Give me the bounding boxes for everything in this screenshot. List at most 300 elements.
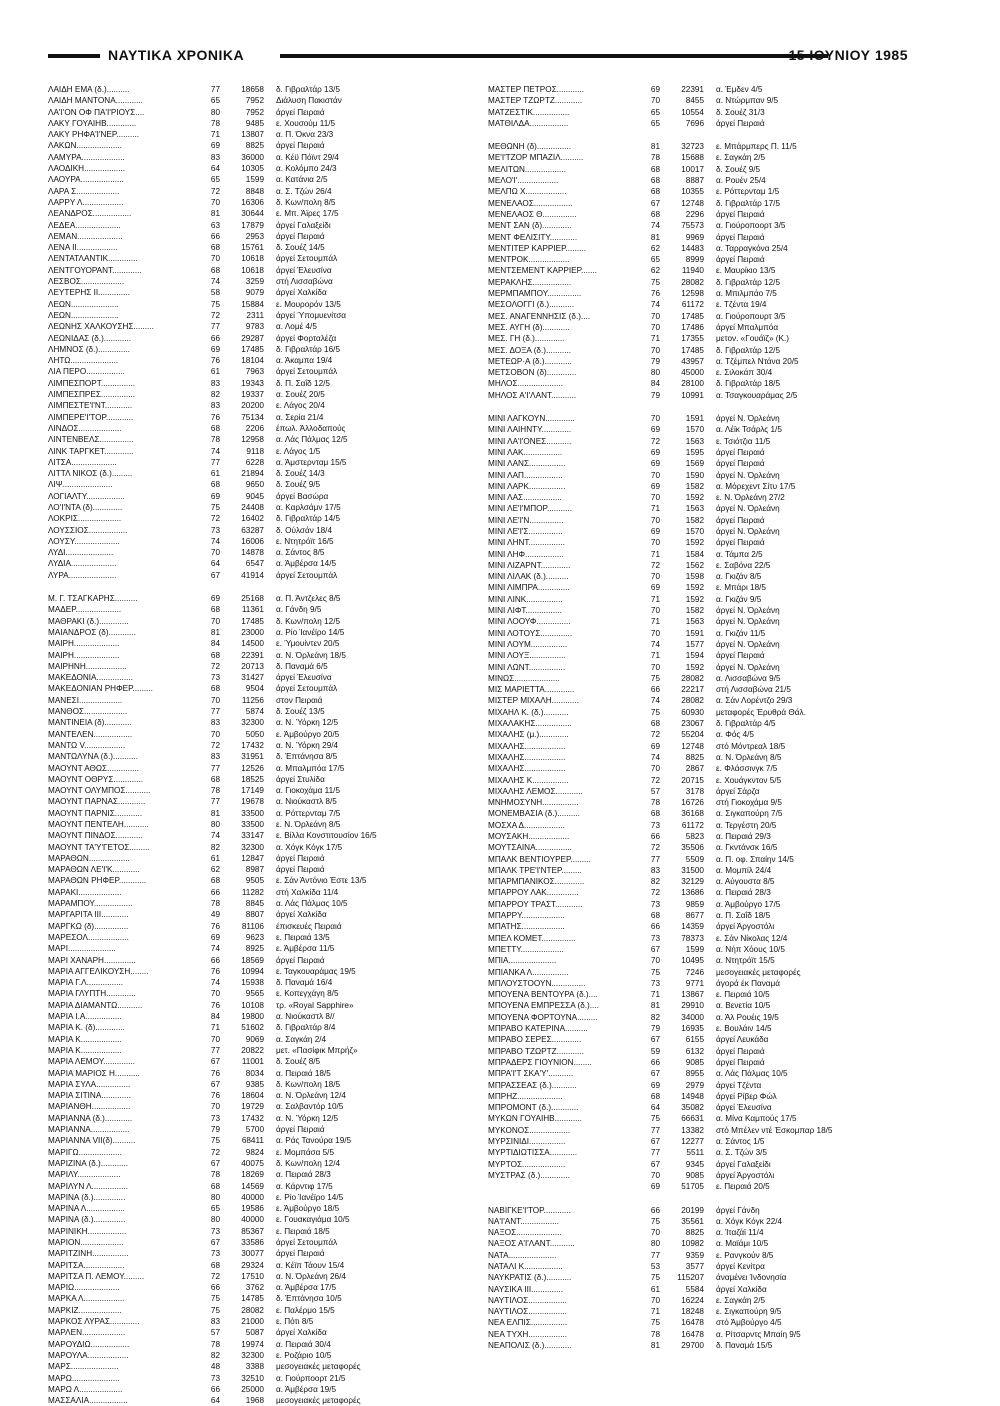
status: ε. Χουσούμ 11/5	[276, 118, 336, 128]
build-year: 68	[210, 265, 220, 275]
status: άργεί Ν. Όρλεάνη	[716, 526, 780, 536]
ship-group	[48, 84, 468, 581]
ship-row	[488, 1205, 908, 1216]
tonnage: 61172	[681, 820, 704, 830]
tonnage: 22217	[681, 685, 704, 695]
ship-name: ΜΙΝΙ ΛΑΓΚΟΥΝ.............	[488, 414, 575, 424]
tonnage: 9505	[245, 876, 264, 886]
build-year: 73	[210, 1113, 220, 1123]
ship-row	[48, 389, 468, 400]
status: α. Λάς Πάλμας 10/5	[276, 899, 348, 909]
ship-name: ΜΠΑΡΡΟΥ ΤΡΑΣΤ............	[488, 899, 583, 909]
ship-name: ΜΙΧΑΛΗΣ ΛΕΜΟΣ............	[488, 786, 583, 796]
tonnage: 32510	[241, 1373, 264, 1383]
tonnage: 9085	[685, 1170, 704, 1180]
build-year: 70	[210, 616, 220, 626]
ship-row	[48, 1237, 468, 1248]
ship-row	[48, 1226, 468, 1237]
tonnage: 1592	[685, 583, 704, 593]
tonnage: 2206	[245, 423, 264, 433]
ship-row	[48, 321, 468, 332]
status: ε. Παλέρμο 15/5	[276, 1305, 335, 1315]
ship-name: ΜΑΡΙΑ ΔΙΑΜΑΝΤΩ...........	[48, 1000, 143, 1010]
status: έπωλ. Άλλοδαπούς	[276, 423, 346, 433]
status: α. Νιούκαστλ 8//	[276, 1012, 335, 1022]
ship-name: ΜΑΡΙΓΩ...................	[48, 1147, 122, 1157]
build-year: 77	[210, 85, 220, 94]
build-year: 73	[210, 525, 220, 535]
ship-name: ΜΑΡΙΖΙΝΑ (δ.)............	[48, 1158, 129, 1168]
build-year: 70	[650, 311, 660, 321]
ship-row	[48, 785, 468, 796]
status: δ. Κων/πολη 12/5	[276, 616, 341, 626]
build-year: 77	[210, 797, 220, 807]
build-year: 74	[650, 221, 660, 231]
build-year: 66	[210, 887, 220, 897]
tonnage: 21894	[241, 469, 264, 479]
status: άργεί Ν. Όρλεάνη	[716, 639, 780, 649]
ship-name: ΜΥΡΤΙΔΙΩΤΙΣΣΑ............	[488, 1148, 578, 1158]
status: δ. Γιβραλτάρ 18/5	[716, 379, 780, 389]
ship-row	[48, 796, 468, 807]
tonnage: 9085	[685, 1057, 704, 1067]
tonnage: 28082	[681, 673, 704, 683]
publication-title: ΝΑΥΤΙΚΑ ΧΡΟΝΙΚΑ	[108, 47, 245, 63]
ship-name: ΜΠΟΥΕΝΑ ΒΕΝΤΟΥΡΑ (δ.)....	[488, 990, 598, 1000]
header-rule-left	[48, 54, 100, 58]
tonnage: 1570	[685, 425, 704, 435]
tonnage: 12847	[241, 853, 264, 863]
build-year: 72	[650, 775, 660, 785]
status: ε. Ταγκουαράμας 19/5	[276, 966, 356, 976]
build-year: 68	[650, 209, 660, 219]
ship-name: ΜΑΡΙΑ ΑΓΓΕΛΙΚΟΥΣΗ........	[48, 966, 149, 976]
tonnage: 31951	[241, 752, 264, 762]
ship-row	[488, 650, 908, 661]
ship-name: ΜΑΡΙΑ ΓΛΥΠΤΗ.............	[48, 989, 136, 999]
status: α. Σαλβαντόρ 10/5	[276, 1102, 344, 1112]
tonnage: 36168	[681, 809, 704, 819]
status: ε. Μαυρίκιο 13/5	[716, 266, 776, 276]
ship-name: ΜΥΡΤΟΣ...................	[488, 1159, 566, 1169]
build-year: 53	[650, 1261, 660, 1271]
build-year: 64	[210, 559, 220, 569]
status: άργεί Γάνδη	[716, 1205, 760, 1215]
ship-name: ΛΑΚΩΝ....................	[48, 141, 122, 151]
ship-name: ΛΟ'Ι'ΝΤΑ (δ).............	[48, 502, 123, 512]
ship-row	[488, 842, 908, 853]
tonnage: 16478	[681, 1329, 704, 1339]
ship-row	[48, 1260, 468, 1271]
ship-row	[488, 1012, 908, 1023]
build-year: 78	[210, 435, 220, 445]
ship-row	[488, 1125, 908, 1136]
build-year: 70	[650, 515, 660, 525]
status: δ. Παναμά 16/4	[276, 978, 333, 988]
ship-name: ΛΕΩΝΗΣ ΧΑΛΚΟΥΣΗΣ.........	[48, 322, 154, 332]
tonnage: 55204	[681, 730, 704, 740]
ship-name: ΜΥΡΣΙΝΙΔΙ................	[488, 1137, 566, 1147]
ship-row	[48, 1158, 468, 1169]
tonnage: 22391	[241, 650, 264, 660]
status: άργεί Άργοστόλι	[716, 922, 775, 932]
status: άργεί Λευκάδα	[716, 1035, 769, 1045]
ship-row	[488, 605, 908, 616]
status: ε. Σιλοκάπ 30/4	[716, 368, 773, 378]
ship-name: ΜΟΥΤΣΑΙΝΑ................	[488, 843, 572, 853]
ship-name: ΜΙΝΙ ΛΙΦΤ................	[488, 606, 562, 616]
tonnage: 51705	[681, 1182, 704, 1192]
tonnage: 32129	[681, 877, 704, 887]
ship-row	[48, 1068, 468, 1079]
tonnage: 28082	[681, 696, 704, 706]
ship-row	[488, 1023, 908, 1034]
tonnage: 9969	[685, 232, 704, 242]
ship-name: ΜΠΑΛΚ ΤΡΕ'Ι'ΝΤΕΡ.........	[488, 865, 582, 875]
tonnage: 1598	[685, 572, 704, 582]
ship-name: ΜΑΚΕΔΟΝΙΑ................	[48, 673, 133, 683]
ship-row	[488, 390, 908, 401]
tonnage: 11361	[241, 605, 264, 615]
ship-name: ΛΟΥΣΣΙΟΣ.................	[48, 525, 128, 535]
ship-name: ΜΑΙΡΗΝΗ..................	[48, 661, 127, 671]
tonnage: 1599	[685, 944, 704, 954]
ship-name: ΜΗΛΟΣ Α'Ι'ΛΑΝΤ...........	[488, 390, 577, 400]
build-year: 69	[650, 425, 660, 435]
tonnage: 17486	[681, 322, 704, 332]
ship-row	[48, 95, 468, 106]
ship-name: ΜΑΙΑΝΔΡΟΣ (δ)............	[48, 627, 136, 637]
build-year: 73	[650, 978, 660, 988]
ship-name: ΜΑΡΓΑΡΙΤΑ ΙΙΙ............	[48, 910, 129, 920]
tonnage: 17485	[681, 345, 704, 355]
ship-row	[48, 310, 468, 321]
tonnage: 51602	[241, 1023, 264, 1033]
build-year: 71	[650, 504, 660, 514]
ship-row	[48, 140, 468, 151]
status: α. Σάντος 8/5	[276, 548, 325, 558]
ship-name: ΜΑΡΩ.....................	[48, 1373, 120, 1383]
ship-name: ΜΟΣΧΑ Δ..................	[488, 820, 565, 830]
ship-row	[48, 683, 468, 694]
ship-row	[488, 1261, 908, 1272]
build-year: 76	[650, 289, 660, 299]
status: άργεί Άργοστόλι	[716, 1170, 775, 1180]
status: ε. Σάν Νίκολας 12/4	[716, 933, 788, 943]
tonnage: 1599	[245, 175, 264, 185]
tonnage: 40000	[241, 1215, 264, 1225]
ship-name: ΜΙΝΙ ΛΑΡΚ................	[488, 481, 566, 491]
ship-name: ΜΑΡΟΥΛΑ..................	[48, 1350, 129, 1360]
ship-name: ΜΑΡΣ.....................	[48, 1362, 119, 1372]
ship-name: ΜΑΝΤΩ V..................	[48, 740, 126, 750]
status: άργεί Σετουμπάλ	[276, 367, 338, 377]
ship-name: ΝΑΤΑ.....................	[488, 1250, 557, 1260]
tonnage: 85367	[241, 1226, 264, 1236]
ship-name: ΜΑΤΖΕΣΤΙΚ................	[488, 107, 570, 117]
build-year: 65	[650, 107, 660, 117]
ship-name: ΜΑΡΙΑ Κ..................	[48, 1045, 122, 1055]
build-year: 69	[650, 1182, 660, 1192]
build-year: 70	[650, 538, 660, 548]
tonnage: 3178	[685, 786, 704, 796]
tonnage: 10017	[681, 164, 704, 174]
build-year: 72	[210, 514, 220, 524]
tonnage: 24408	[241, 502, 264, 512]
tonnage: 9824	[245, 1147, 264, 1157]
ship-name: ΜΑΟΥΝΤ ΤΑ'Υ'ΓΕΤΟΣ.........	[48, 842, 150, 852]
ship-row	[488, 164, 908, 175]
ship-name: ΜΕΡΑΚΛΗΣ.................	[488, 277, 572, 287]
ship-name: ΜΕΤΕΩΡ·Α (δ.)............	[488, 356, 572, 366]
ship-name: ΜΙΝΙ ΛΑΠ.................	[488, 470, 563, 480]
tonnage: 12277	[681, 1137, 704, 1147]
status: α. Σάντος 1/5	[716, 1137, 765, 1147]
ship-name: ΜΑΡΙΤΣΑ Π. ΛΕΜΟΥ.........	[48, 1271, 145, 1281]
ship-name: ΜΕΛΠΩ Χ..................	[488, 187, 567, 197]
tonnage: 1563	[685, 617, 704, 627]
build-year: 79	[210, 1125, 220, 1135]
tonnage: 81106	[241, 921, 264, 931]
ship-row	[48, 129, 468, 140]
status: άργεί Πειραιά	[716, 538, 765, 548]
ship-name: ΜΑΡΙΤΖΙΝΗ................	[48, 1249, 129, 1259]
ship-name: ΛΥΔΙΑ....................	[48, 559, 117, 569]
status: α. Σερία 21/4	[276, 412, 324, 422]
build-year: 73	[210, 673, 220, 683]
status: α. Γκιζάν 9/5	[716, 594, 762, 604]
status: άργεί Ν. Όρλεάνη	[716, 414, 780, 424]
ship-row	[488, 288, 908, 299]
ship-row	[488, 503, 908, 514]
ship-row	[48, 616, 468, 627]
build-year: 68	[650, 911, 660, 921]
ship-row	[48, 1316, 468, 1327]
build-year: 68	[210, 684, 220, 694]
ship-row	[48, 717, 468, 728]
ship-row	[48, 1395, 468, 1406]
build-year: 67	[210, 1057, 220, 1067]
status: ε. Τζέντα 19/4	[716, 300, 767, 310]
ship-row	[48, 118, 468, 129]
ship-row	[488, 1091, 908, 1102]
ship-row	[48, 1293, 468, 1304]
ship-name: ΛΙΤΤΛ ΝΙΚΟΣ (δ.).........	[48, 469, 133, 479]
build-year: 76	[210, 1068, 220, 1078]
build-year: 69	[210, 141, 220, 151]
ship-row	[488, 1216, 908, 1227]
ship-row	[48, 1079, 468, 1090]
ship-name: ΛΑΙΔΗ ΕΜΑ (δ.)..........	[48, 85, 130, 94]
ship-row	[488, 481, 908, 492]
status: δ. Σουέζ 14/5	[276, 243, 325, 253]
ship-name: ΜΕΝΤΙΤΕΡ ΚΑΡΡΙΕΡ.........	[488, 243, 586, 253]
build-year: 70	[210, 1034, 220, 1044]
ship-row	[488, 84, 908, 95]
status: α. Π. οφ. Σπαίην 14/5	[716, 854, 794, 864]
tonnage: 10994	[241, 966, 264, 976]
build-year: 75	[650, 673, 660, 683]
tonnage: 5584	[685, 1284, 704, 1294]
ship-name: ΜΑΡΚΑ Λ..................	[48, 1294, 125, 1304]
status: ε. Πειραιά 18/5	[276, 1226, 330, 1236]
status: άργεί Χαλκίδα	[276, 910, 327, 920]
status: ε. Βίλλα Κονστιτουσίον 16/5	[276, 831, 377, 841]
build-year: 65	[650, 255, 660, 265]
ship-row	[488, 515, 908, 526]
tonnage: 8677	[685, 911, 704, 921]
ship-row	[488, 95, 908, 106]
ship-row	[488, 887, 908, 898]
ship-row	[48, 1181, 468, 1192]
status: μεσογειακές μεταφορές	[716, 967, 801, 977]
tonnage: 11940	[681, 266, 704, 276]
build-year: 72	[650, 560, 660, 570]
build-year: 72	[650, 436, 660, 446]
ship-row	[48, 299, 468, 310]
ship-name: ΛΕΝΤΑΤΛΑΝΤΙΚ.............	[48, 254, 138, 264]
ship-row	[488, 1068, 908, 1079]
ship-row	[48, 1305, 468, 1316]
ship-row	[48, 1248, 468, 1259]
tonnage: 33586	[241, 1237, 264, 1247]
ship-name: ΜΕΝΕΛΑΟΣ.................	[488, 198, 573, 208]
tonnage: 9650	[245, 480, 264, 490]
ship-name: ΜΑΟΥΝΤ ΟΘΡΥΣ.............	[48, 774, 144, 784]
tonnage: 28082	[681, 277, 704, 287]
status: άργεί Πειραιά	[716, 255, 765, 265]
tonnage: 16478	[681, 1318, 704, 1328]
ship-name: ΜΑΡΙΛΥΝ Λ................	[48, 1181, 128, 1191]
ship-name: ΜΙΝΙ ΛΕ'Ι'Σ...............	[488, 526, 563, 536]
ship-row	[48, 706, 468, 717]
build-year: 81	[650, 1001, 660, 1011]
build-year: 68	[210, 480, 220, 490]
status: άργεί Πειραιά	[716, 515, 765, 525]
ship-row	[48, 84, 468, 95]
status: α. Πειραιά 28/3	[716, 888, 771, 898]
ship-name: ΜΑΡΙΑΝΝΑ.................	[48, 1125, 130, 1135]
ship-name: ΜΠΙΑΝΚΑ Λ................	[488, 967, 569, 977]
status: α. Γκιζάν 11/5	[716, 628, 766, 638]
build-year: 73	[650, 933, 660, 943]
status: δ. Σουέζ 8/5	[276, 1057, 321, 1067]
build-year: 68	[210, 774, 220, 784]
tonnage: 35082	[681, 1103, 704, 1113]
ship-name: ΜΑΘΡΑΚΙ (δ.).............	[48, 616, 129, 626]
build-year: 77	[650, 1125, 660, 1135]
status: α. Λάς Πάλμας 12/5	[276, 435, 348, 445]
ship-name: ΛΙΤΣΑ....................	[48, 457, 117, 467]
ship-row	[488, 921, 908, 932]
ship-name: ΜΑΝΤΕΛΕΝ.................	[48, 729, 133, 739]
ship-row	[488, 820, 908, 831]
ship-row	[48, 400, 468, 411]
ship-group	[488, 413, 908, 1192]
build-year: 72	[650, 888, 660, 898]
build-year: 75	[650, 967, 660, 977]
status: α. Άμβέρσα 19/5	[276, 1384, 337, 1394]
tonnage: 1594	[685, 651, 704, 661]
status: ε. Ύμουίντεν 20/5	[276, 639, 340, 649]
tonnage: 2296	[685, 209, 704, 219]
tonnage: 30644	[241, 209, 264, 219]
tonnage: 1563	[685, 504, 704, 514]
tonnage: 5509	[685, 854, 704, 864]
ship-row	[48, 1203, 468, 1214]
tonnage: 8999	[685, 255, 704, 265]
build-year: 83	[210, 1317, 220, 1327]
tonnage: 28100	[681, 379, 704, 389]
ship-row	[488, 356, 908, 367]
status: δ. Έπτάνησα 10/5	[276, 1294, 342, 1304]
build-year: 73	[650, 820, 660, 830]
tonnage: 13382	[681, 1125, 704, 1135]
build-year: 68	[650, 187, 660, 197]
ship-row	[48, 1282, 468, 1293]
build-year: 82	[210, 390, 220, 400]
ship-name: ΜΥΚΟΝΟΣ..................	[488, 1125, 571, 1135]
status: α. Κολόμπο 24/3	[276, 164, 337, 174]
ship-row	[48, 819, 468, 830]
ship-name: ΜΠΡΑΔΕΡΣ ΓΙΟΥΝΙΟΝ........	[488, 1057, 592, 1067]
tonnage: 1582	[685, 606, 704, 616]
status: ε. Ν. Όρλεάνη 27/2	[716, 493, 785, 503]
tonnage: 10618	[241, 265, 264, 275]
build-year: 76	[210, 1091, 220, 1101]
status: α. Τάμπα 2/5	[716, 549, 763, 559]
ship-name: ΜΟΥΣΑΚΗ..................	[488, 832, 570, 841]
status: δ. Ούλσάν 18/4	[276, 525, 333, 535]
ship-row	[488, 1170, 908, 1181]
status: ε. Πειραιά 13/5	[276, 932, 330, 942]
build-year: 80	[210, 1215, 220, 1225]
build-year: 72	[650, 843, 660, 853]
tonnage: 11256	[241, 695, 264, 705]
status: στή Λισσαβώνα	[276, 277, 333, 287]
build-year: 72	[210, 310, 220, 320]
ship-row	[488, 458, 908, 469]
ship-row	[488, 1272, 908, 1283]
status: μεταφορές Έρυθρά Θάλ.	[716, 707, 806, 717]
build-year: 66	[210, 333, 220, 343]
tonnage: 14483	[681, 243, 704, 253]
tonnage: 33500	[241, 808, 264, 818]
tonnage: 1577	[685, 639, 704, 649]
ship-row	[488, 265, 908, 276]
ship-row	[48, 434, 468, 445]
build-year: 75	[210, 299, 220, 309]
build-year: 68	[210, 243, 220, 253]
ship-row	[488, 989, 908, 1000]
tonnage: 7246	[685, 967, 704, 977]
status: δ. Π. Σαΐδ 12/5	[276, 378, 330, 388]
ship-row	[488, 537, 908, 548]
tonnage: 29287	[241, 333, 264, 343]
group-spacer	[48, 581, 468, 593]
tonnage: 3577	[685, 1261, 704, 1271]
status: άργεί Ν. Όρλεάνη	[716, 504, 780, 514]
ship-row	[488, 1238, 908, 1249]
build-year: 70	[650, 572, 660, 582]
tonnage: 19586	[241, 1204, 264, 1214]
ship-row	[488, 628, 908, 639]
status: α. Ν. Όρλεάνη 8/5	[716, 752, 782, 762]
tonnage: 9485	[245, 118, 264, 128]
build-year: 80	[210, 820, 220, 829]
ship-group	[488, 84, 908, 129]
ship-row	[48, 163, 468, 174]
